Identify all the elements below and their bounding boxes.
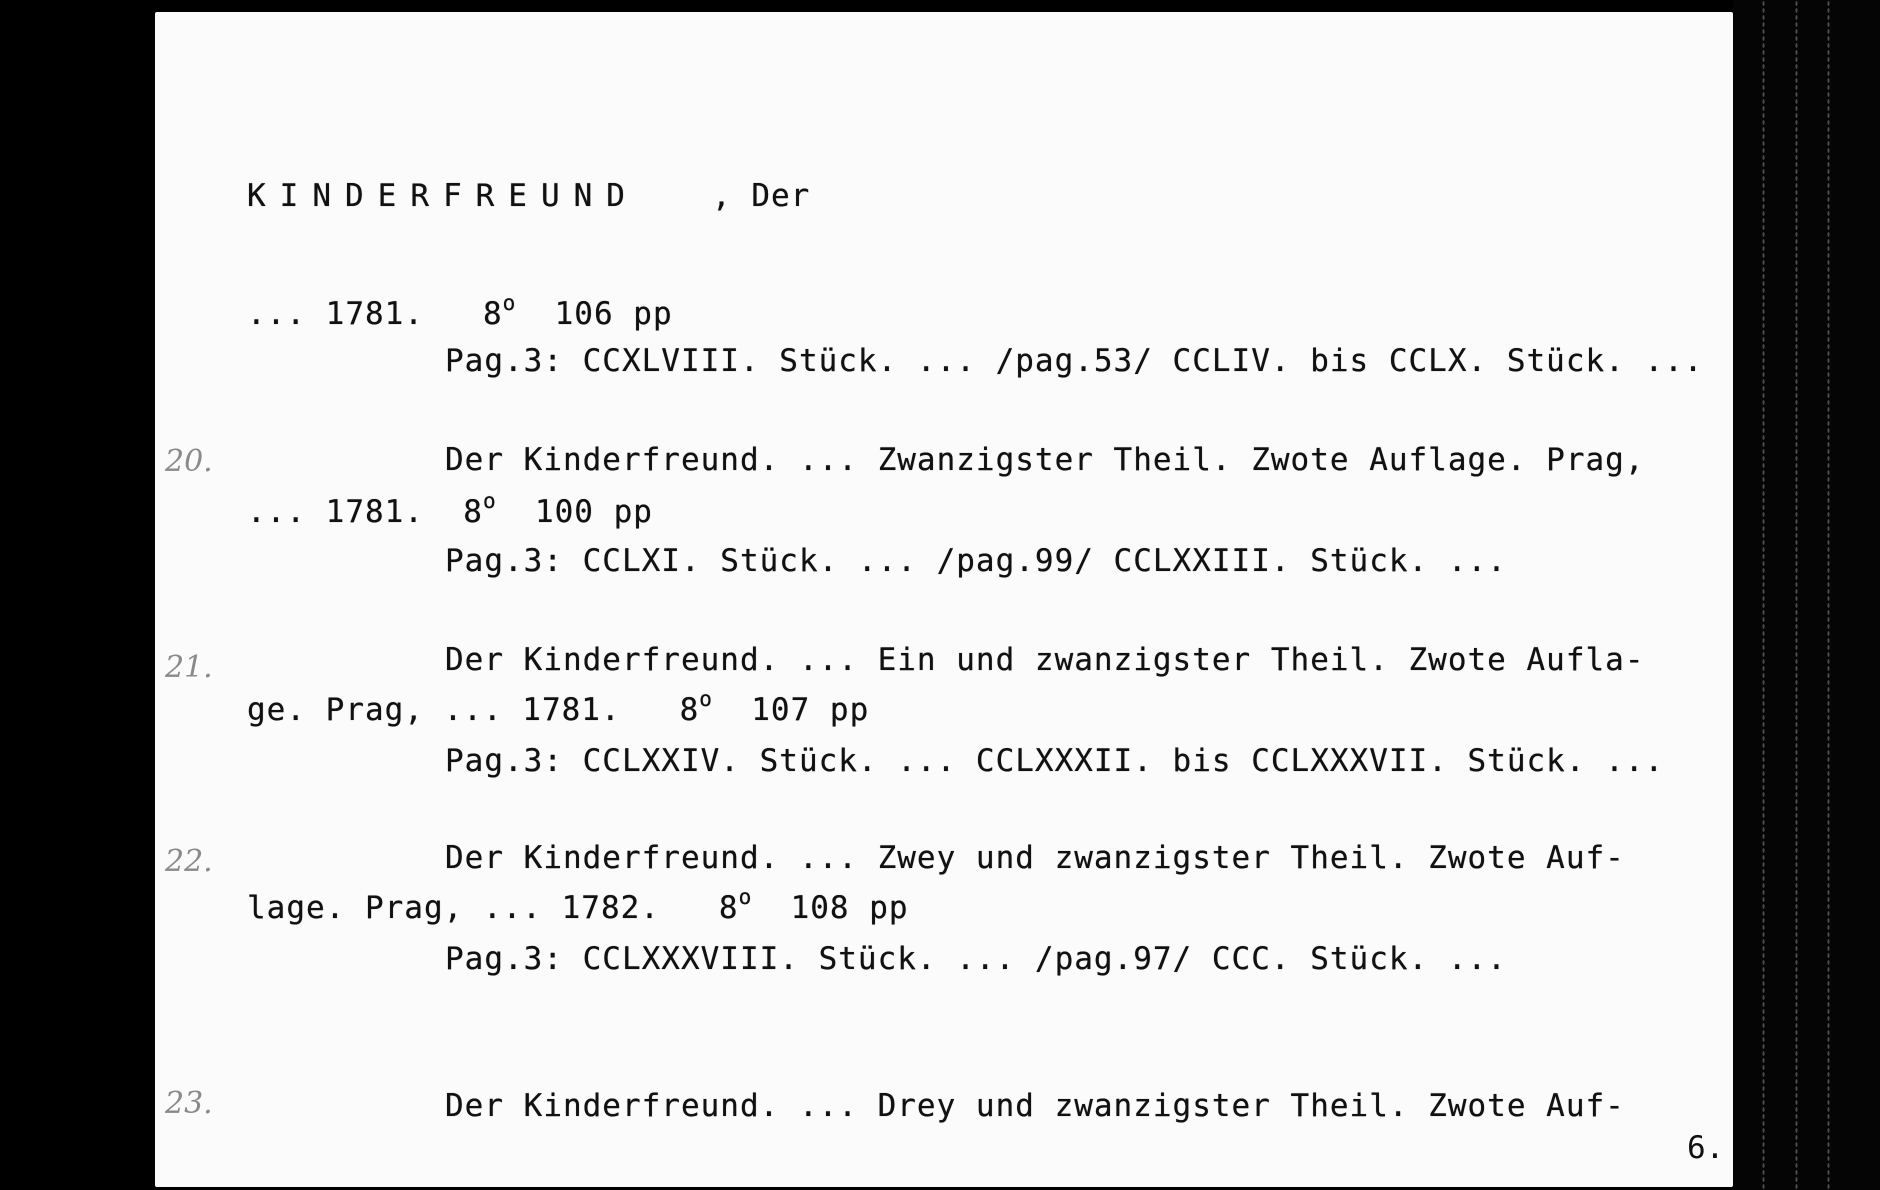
entry-imprint-line: ge. Prag, ... 1781. 8$^o$ 107 pp — [247, 687, 870, 728]
entry-title-line: Der Kinderfreund. ... Zwey und zwanzigster Theil. Zwote Auf- — [445, 840, 1625, 876]
film-perforation — [1762, 0, 1765, 1190]
entry-handwritten-number: 23. — [165, 1086, 213, 1121]
entry-handwritten-number: 22. — [165, 844, 213, 879]
entry-contents-line: Pag.3: CCXLVIII. Stück. ... /pag.53/ CCLIV. bis CCLX. Stück. ... — [445, 343, 1704, 379]
entry-title-line: Der Kinderfreund. ... Ein und zwanzigster Theil. Zwote Aufla- — [445, 642, 1645, 678]
entry-title-line: Der Kinderfreund. ... Drey und zwanzigster Theil. Zwote Auf- — [445, 1088, 1625, 1124]
card-heading-suffix: , Der — [712, 178, 811, 214]
entry-handwritten-number: 20. — [165, 444, 213, 479]
page-number: 6. — [1687, 1130, 1725, 1166]
entry-contents-line: Pag.3: CCLXXXVIII. Stück. ... /pag.97/ CCC. Stück. ... — [445, 941, 1507, 977]
film-perforation — [1795, 0, 1798, 1190]
card-heading-spaced: KINDERFREUND — [247, 178, 639, 214]
film-margin — [1733, 0, 1880, 1190]
film-perforation — [1827, 0, 1830, 1190]
entry-handwritten-number: 21. — [165, 650, 213, 685]
entry-imprint-line: ... 1781. 8$^o$ 100 pp — [247, 489, 653, 530]
entry-title-line: Der Kinderfreund. ... Zwanzigster Theil. Zwote Auflage. Prag, — [445, 442, 1645, 478]
entry-contents-line: Pag.3: CCLXXIV. Stück. ... CCLXXXII. bis CCLXXXVII. Stück. ... — [445, 743, 1665, 779]
entry-contents-line: Pag.3: CCLXI. Stück. ... /pag.99/ CCLXXIII. Stück. ... — [445, 543, 1507, 579]
entry-imprint-line: lage. Prag, ... 1782. 8$^o$ 108 pp — [247, 885, 909, 926]
entry-imprint-line: ... 1781. 8$^o$ 106 pp — [247, 291, 673, 332]
